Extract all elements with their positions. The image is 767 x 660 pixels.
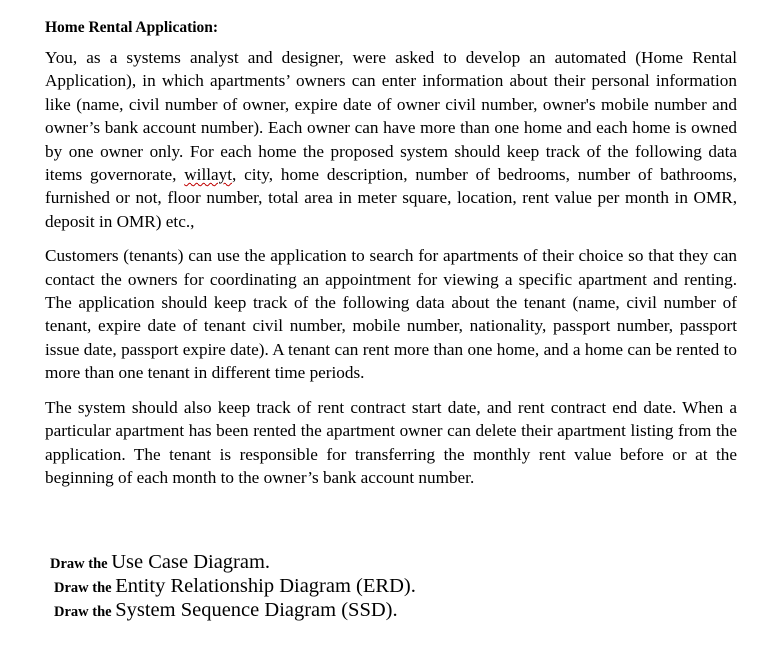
spellcheck-flagged-word: willayt (184, 165, 232, 185)
task-verb: Draw the (54, 580, 116, 596)
paragraph-owners-text-end: , city, home description, number of bedrooms, number of bathrooms, furnished or not, floor number, total area in meter square, location, rent value per month in OMR, deposit in OMR) etc., (45, 165, 737, 231)
task-verb: Draw the (50, 556, 112, 572)
paragraph-owners-text-start: You, as a systems analyst and designer, were asked to develop an automated (Home Rental Application), in which apartments’ owners can enter information about their personal information like (name, civil number of owner, expire date of owner civil number, owner's mobile number and owner’s bank account number). Each owner can have more than one home and each home is owned by one owner only. For each home the proposed system should keep track of the following data items governorate, (45, 48, 737, 185)
paragraph-owners (45, 46, 737, 233)
paragraph-tenants: Customers (tenants) can use the application to search for apartments of their choice so that they can contact the owners for coordinating an appointment for viewing a specific apartment and renting. The application should keep track of the following data about the tenant (name, civil number of tenant, expire date of tenant civil number, mobile number, nationality, passport number, passport issue date, passport expire date). A tenant can rent more than one home, and a home can be rented to more than one tenant in different time periods. (45, 246, 737, 383)
task-list (50, 550, 416, 622)
document-body (45, 16, 737, 500)
task-object: Entity Relationship Diagram (ERD). (115, 575, 416, 597)
task-use-case (50, 550, 416, 574)
task-object: System Sequence Diagram (SSD). (115, 599, 398, 621)
document-title: Home Rental Application: (45, 19, 219, 36)
task-object: Use Case Diagram. (111, 551, 271, 573)
task-erd (50, 574, 416, 598)
task-verb: Draw the (54, 604, 116, 620)
task-ssd (50, 598, 416, 622)
paragraph-contracts: The system should also keep track of rent contract start date, and rent contract end date. When a particular apartment has been rented the apartment owner can delete their apartment listing from the application. The tenant is responsible for transferring the monthly rent value before or at the beginning of each month to the owner’s bank account number. (45, 397, 737, 487)
